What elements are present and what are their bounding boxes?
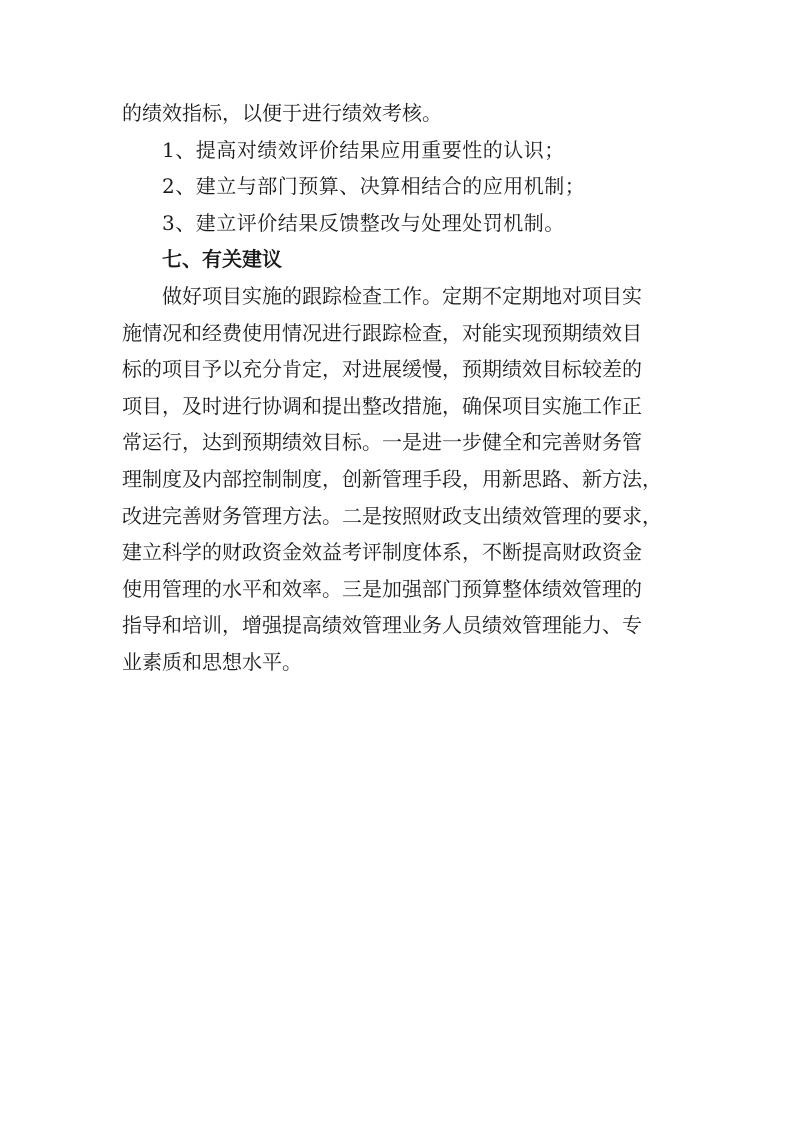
recommendation-paragraph [122, 278, 682, 681]
paragraph-line: 项目，及时进行协调和提出整改措施，确保项目实施工作正 [122, 393, 642, 418]
section-heading: 七、有关建议 [162, 247, 282, 272]
paragraph-line: 做好项目实施的跟踪检查工作。定期不定期地对项目实 [162, 283, 642, 308]
paragraph-line: 指导和培训，增强提高绩效管理业务人员绩效管理能力、专 [122, 613, 642, 638]
paragraph-line: 使用管理的水平和效率。三是加强部门预算整体绩效管理的 [122, 576, 642, 601]
paragraph-line: 施情况和经费使用情况进行跟踪检查，对能实现预期绩效目 [122, 320, 642, 345]
paragraph-line: 标的项目予以充分肯定，对进展缓慢，预期绩效目标较差的 [122, 357, 642, 382]
continuation-text: 的绩效指标，以便于进行绩效考核。 [122, 101, 442, 125]
list-item-2: 2、建立与部门预算、决算相结合的应用机制； [162, 174, 586, 199]
document-body [122, 95, 682, 681]
list-item-3: 3、建立评价结果反馈整改与处理处罚机制。 [162, 210, 565, 235]
paragraph-line: 理制度及内部控制制度，创新管理手段，用新思路、新方法， [122, 466, 662, 491]
paragraph-line: 业素质和思想水平。 [122, 649, 302, 674]
paragraph-line: 建立科学的财政资金效益考评制度体系，不断提高财政资金 [122, 540, 642, 565]
paragraph-line: 常运行，达到预期绩效目标。一是进一步健全和完善财务管 [122, 430, 642, 455]
list-item-1: 1、提高对绩效评价结果应用重要性的认识； [162, 137, 565, 162]
paragraph-line: 改进完善财务管理方法。二是按照财政支出绩效管理的要求， [122, 503, 662, 528]
